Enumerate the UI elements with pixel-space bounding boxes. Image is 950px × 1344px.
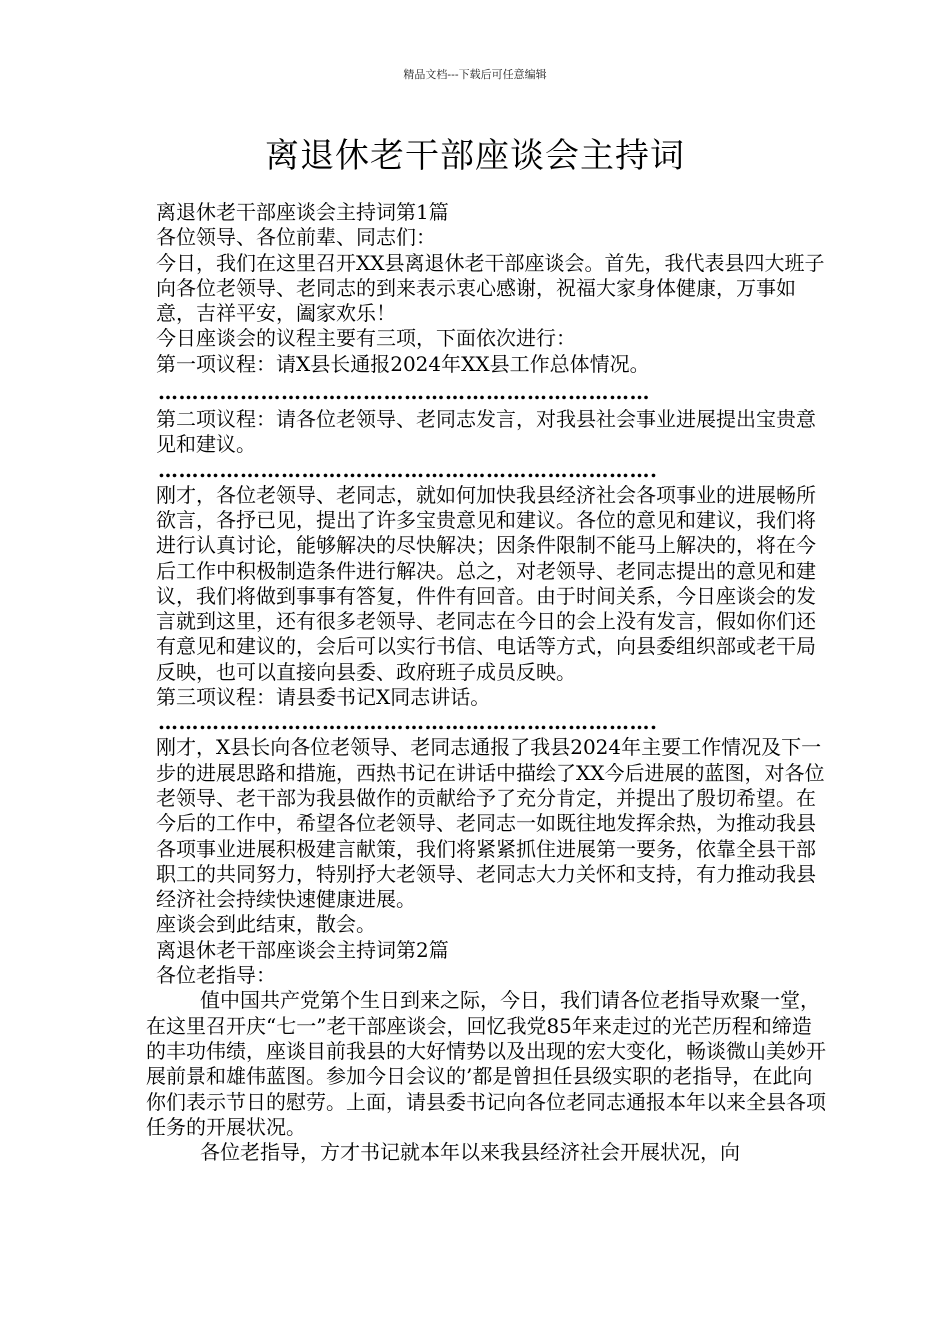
paragraph: 离退休老干部座谈会主持词第2篇	[156, 937, 449, 962]
paragraph: 各位领导、各位前辈、同志们：	[156, 225, 436, 250]
paragraph: 第二项议程：请各位老领导、老同志发言，对我县社会事业进展提出宝贵意见和建议。	[156, 407, 816, 457]
document-title: 离退休老干部座谈会主持词	[265, 136, 685, 176]
paragraph: 离退休老干部座谈会主持词第1篇	[156, 200, 449, 224]
paragraph: 第一项议程：请X县长通报2024年XX县工作总体情况。	[156, 351, 650, 376]
document-body	[146, 200, 826, 1165]
paragraph: 刚才，各位老领导、老同志，就如何加快我县经济社会各项事业的进展畅所欲言，各抒已见，提出了许多宝贵意见和建议。各位的意见和建议，我们将进行认真讨论，能够解决的尽快解决；因条件限制不能马上解决的，将在今后工作中积极制造条件进行解决。总之，对老领导、老同志提出的意见和建议，我们将做到事事有答复，件件有回音。由于时间关系，今日座谈会的发言就到这里，还有很多老领导、老同志在今日的会上没有发言，假如你们还有意见和建议的，会后可以实行书信、电话等方式，向县委组织部或老干局反映，也可以直接向县委、政府班子成员反映。	[156, 482, 816, 684]
ellipsis-line: ……………………………………………………………….	[158, 457, 658, 482]
header-note: 精品文档---下载后可任意编辑	[403, 68, 547, 81]
ellipsis-line: ………………………………………………………………	[158, 380, 650, 405]
paragraph: 各位老指导，方才书记就本年以来我县经济社会开展状况，向	[200, 1140, 740, 1165]
ellipsis-line: ……………………………………………………………….	[158, 710, 658, 735]
paragraph: 今日座谈会的议程主要有三项，下面依次进行：	[156, 326, 576, 351]
paragraph: 第三项议程：请县委书记X同志讲话。	[156, 685, 491, 710]
paragraph: 值中国共产党第个生日到来之际，今日，我们请各位老指导欢聚一堂，在这里召开庆“七一”老干部座谈会，回忆我党85年来走过的光芒历程和缔造的丰功伟绩，座谈目前我县的大好情势以及出现的宏大变化，畅谈微山美妙开展前景和雄伟蓝图。参加今日会议的’都是曾担任县级实职的老指导，在此向你们表示节日的慰劳。上面，请县委书记向各位老同志通报本年以来全县各项任务的开展状况。	[146, 988, 826, 1139]
paragraph: 今日，我们在这里召开XX县离退休老干部座谈会。首先，我代表县四大班子向各位老领导、老同志的到来表示衷心感谢，祝福大家身体健康，万事如意，吉祥平安，阖家欢乐！	[156, 250, 825, 326]
paragraph: 座谈会到此结束，散会。	[156, 912, 376, 937]
paragraph: 刚才，X县长向各位老领导、老同志通报了我县2024年主要工作情况及下一步的进展思路和措施，西热书记在讲话中描绘了XX今后进展的蓝图，对各位老领导、老干部为我县做作的贡献给予了充分肯定，并提出了殷切希望。在今后的工作中，希望各位老领导、老同志一如既往地发挥余热，为推动我县各项事业进展积极建言献策，我们将紧紧抓住进展第一要务，依靠全县干部职工的共同努力，特别抒大老领导、老同志大力关怀和支持，有力推动我县经济社会持续快速健康进展。	[156, 735, 825, 912]
paragraph: 各位老指导：	[156, 963, 276, 988]
